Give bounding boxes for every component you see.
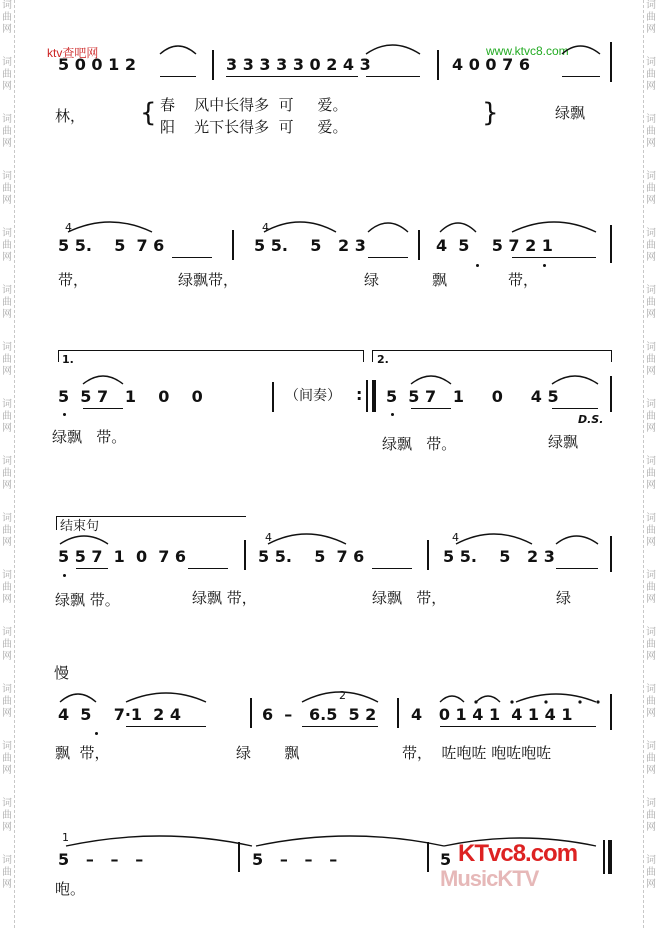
tie	[256, 836, 444, 846]
watermark-logo-shadow: MusicKTV	[440, 866, 539, 891]
repeat-barline-thick	[372, 380, 376, 412]
side-watermark-group: 词 曲 网	[646, 228, 656, 263]
slur	[126, 693, 206, 702]
grace-note: 2	[339, 689, 346, 702]
final-barline	[603, 840, 605, 874]
side-watermark-group: 词 曲 网	[2, 627, 12, 662]
barline	[250, 698, 252, 728]
row1-measure2-notes: 3 3 3 3 3 0 2 4 3	[226, 55, 371, 74]
slur	[440, 223, 476, 232]
low-octave-dot	[95, 732, 98, 735]
underline-beam	[126, 726, 206, 727]
side-watermark-group: 词 曲 网	[2, 228, 12, 263]
volta-bracket-1-edge	[363, 350, 364, 362]
barline	[610, 225, 612, 263]
row1-verse1-lyric: 春 风中长得多 可 爱。	[160, 96, 348, 114]
row2-measure1-notes: 5 5. 5 7 6	[58, 236, 165, 255]
barline	[397, 698, 399, 728]
volta-bracket-1-edge	[58, 350, 59, 362]
row2-measure2-notes: 5 5. 5 2 3	[254, 236, 366, 255]
slur	[512, 222, 596, 232]
slur	[366, 45, 420, 54]
coda-bracket-edge	[56, 516, 57, 530]
side-watermark-group: 词 曲 网	[646, 855, 656, 890]
grace-note: 4	[452, 531, 459, 544]
side-watermark-group: 词 曲 网	[2, 285, 12, 320]
watermark-top-left: ktv查吧网	[47, 46, 99, 60]
side-watermark-group: 词 曲 网	[646, 798, 656, 833]
underline-beam	[562, 76, 600, 77]
grace-note: 4	[262, 221, 269, 234]
slur	[368, 223, 408, 232]
barline	[272, 382, 274, 412]
barline	[427, 540, 429, 570]
row1-measure1-notes: 5 0 0 1 2	[58, 55, 136, 74]
row5-measure3-notes: 4 0 1 4 1 4 1 4 1	[411, 705, 573, 724]
underline-beam	[160, 76, 196, 77]
row3-lyric-a: 绿飘 带。	[52, 428, 127, 446]
slur	[556, 536, 598, 544]
row4-measure1-notes: 5 5 7 1 0 7 6	[58, 547, 187, 566]
row4-lyric-2: 绿飘 带，	[192, 589, 257, 607]
underline-beam	[172, 257, 212, 258]
low-octave-dot	[391, 413, 394, 416]
tempo-marking: 慢	[54, 664, 70, 682]
side-watermark-group: 词 曲 网	[2, 114, 12, 149]
barline	[244, 540, 246, 570]
underline-beam	[440, 726, 596, 727]
underline-beam	[83, 408, 123, 409]
barline	[418, 230, 420, 260]
underline-beam	[368, 257, 408, 258]
low-octave-dot	[63, 413, 66, 416]
row1-verse2-lyric: 阳 光下长得多 可 爱。	[160, 118, 348, 136]
underline-beam	[512, 257, 596, 258]
row3-ending2-notes: 5 5 7 1 0 4 5	[386, 387, 559, 406]
side-watermark-group: 词 曲 网	[646, 513, 656, 548]
row3-lyric-b: 绿飘 带。	[382, 435, 457, 453]
barline	[232, 230, 234, 260]
side-watermark-group: 词 曲 网	[646, 285, 656, 320]
side-watermark-group: 词 曲 网	[2, 513, 12, 548]
watermark-top-right: www.ktvc8.com	[486, 44, 569, 58]
ds-marking: D.S.	[578, 413, 604, 426]
side-watermark-group: 词 曲 网	[646, 684, 656, 719]
side-watermark-group: 词 曲 网	[2, 798, 12, 833]
barline	[610, 536, 612, 572]
row2-lyric-5: 带，	[508, 271, 539, 289]
slur	[440, 696, 464, 702]
side-watermark-group: 词 曲 网	[646, 57, 656, 92]
left-watermark-strip	[0, 0, 15, 928]
row1-lyric-lin: 林，	[55, 107, 86, 125]
low-octave-dot	[476, 264, 479, 267]
underline-beam	[302, 726, 378, 727]
slur	[516, 694, 596, 702]
brace-right: }	[482, 98, 499, 128]
side-watermark-group: 词 曲 网	[2, 855, 12, 890]
final-barline-thick	[608, 840, 612, 874]
row4-measure3-notes: 5 5. 5 2 3	[443, 547, 555, 566]
barline	[437, 50, 439, 80]
slur	[60, 536, 108, 544]
slur	[456, 534, 532, 544]
volta-bracket-2	[372, 350, 612, 351]
underline-beam	[188, 568, 228, 569]
barline	[212, 50, 214, 80]
underline-beam	[411, 408, 451, 409]
interlude-label: （间奏）	[285, 388, 341, 404]
barline	[238, 842, 240, 872]
grace-note: 4	[265, 531, 272, 544]
brace-left: {	[140, 98, 157, 128]
row1-lyric-end: 绿飘	[555, 104, 586, 122]
underline-beam	[372, 568, 412, 569]
grace-note: 1	[62, 831, 69, 844]
barline	[610, 42, 612, 82]
side-watermark-group: 词 曲 网	[646, 399, 656, 434]
slur	[83, 376, 123, 384]
row3-ending1-notes: 5 5 7 1 0 0	[58, 387, 203, 406]
slur	[268, 534, 346, 544]
repeat-barline	[366, 380, 368, 412]
row5-measure2-notes: 6 – 6.5 5 2	[262, 705, 377, 724]
slur	[476, 696, 500, 702]
underline-beam	[556, 568, 598, 569]
row4-lyric-3: 绿飘 带，	[372, 589, 447, 607]
low-octave-dot	[63, 574, 66, 577]
repeat-dots: :	[356, 385, 363, 404]
underline-beam	[76, 568, 108, 569]
row2-lyric-3: 绿	[364, 271, 380, 289]
row5-lyric-2: 绿 飘	[236, 744, 300, 762]
side-watermark-group: 词 曲 网	[2, 0, 12, 35]
volta-bracket-2-edge	[372, 350, 373, 362]
side-watermark-group: 词 曲 网	[2, 570, 12, 605]
underline-beam	[366, 76, 420, 77]
ending-2-label: 2.	[377, 353, 389, 366]
row6-measure3-notes: 5	[440, 850, 452, 869]
barline	[427, 842, 429, 872]
coda-bracket	[56, 516, 246, 517]
slur	[552, 376, 598, 384]
row5-lyric-1: 飘 带，	[55, 744, 110, 762]
side-watermark-group: 词 曲 网	[646, 741, 656, 776]
right-watermark-strip	[643, 0, 658, 928]
barline	[610, 694, 612, 730]
side-watermark-group: 词 曲 网	[2, 171, 12, 206]
side-watermark-group: 词 曲 网	[2, 342, 12, 377]
row5-measure1-notes: 4 5 7·1 2 4	[58, 705, 182, 724]
underline-beam	[226, 76, 358, 77]
volta-bracket-2-edge	[611, 350, 612, 362]
row4-lyric-1: 绿飘 带。	[55, 591, 120, 609]
row1-measure3-notes: 4 0 0 7 6	[452, 55, 530, 74]
row2-measure3-notes: 4 5 5 7 2 1	[436, 236, 553, 255]
underline-beam	[552, 408, 598, 409]
side-watermark-group: 词 曲 网	[646, 570, 656, 605]
side-watermark-group: 词 曲 网	[646, 171, 656, 206]
slur	[411, 376, 451, 384]
side-watermark-group: 词 曲 网	[2, 741, 12, 776]
grace-note: 4	[65, 221, 72, 234]
tie	[66, 836, 252, 846]
slur	[160, 46, 196, 54]
side-watermark-group: 词 曲 网	[646, 342, 656, 377]
low-octave-dot	[543, 264, 546, 267]
row6-measure2-notes: 5 – – –	[252, 850, 338, 869]
side-watermark-group: 词 曲 网	[2, 456, 12, 491]
row2-lyric-1: 带，	[58, 271, 89, 289]
row2-lyric-4: 飘	[432, 271, 448, 289]
row6-measure1-notes: 5 – – –	[58, 850, 144, 869]
watermark-logo: KTvc8.com	[458, 840, 578, 867]
row5-lyric-3: 带， 咗咆咗 咆咗咆咗	[402, 744, 552, 762]
slur	[68, 222, 152, 232]
side-watermark-group: 词 曲 网	[2, 684, 12, 719]
row2-lyric-2: 绿飘带，	[178, 271, 239, 289]
side-watermark-group: 词 曲 网	[646, 456, 656, 491]
row4-lyric-4: 绿	[556, 589, 572, 607]
ending-1-label: 1.	[62, 353, 74, 366]
barline	[610, 376, 612, 412]
slur	[60, 694, 96, 702]
side-watermark-group: 词 曲 网	[646, 627, 656, 662]
row6-lyric-1: 咆。	[55, 880, 86, 898]
side-watermark-group: 词 曲 网	[646, 0, 656, 35]
side-watermark-group: 词 曲 网	[646, 114, 656, 149]
slur	[264, 222, 336, 232]
side-watermark-group: 词 曲 网	[2, 57, 12, 92]
row3-lyric-c: 绿飘	[548, 433, 579, 451]
coda-label: 结束句	[60, 519, 100, 534]
volta-bracket-1	[58, 350, 364, 351]
row4-measure2-notes: 5 5. 5 7 6	[258, 547, 365, 566]
side-watermark-group: 词 曲 网	[2, 399, 12, 434]
